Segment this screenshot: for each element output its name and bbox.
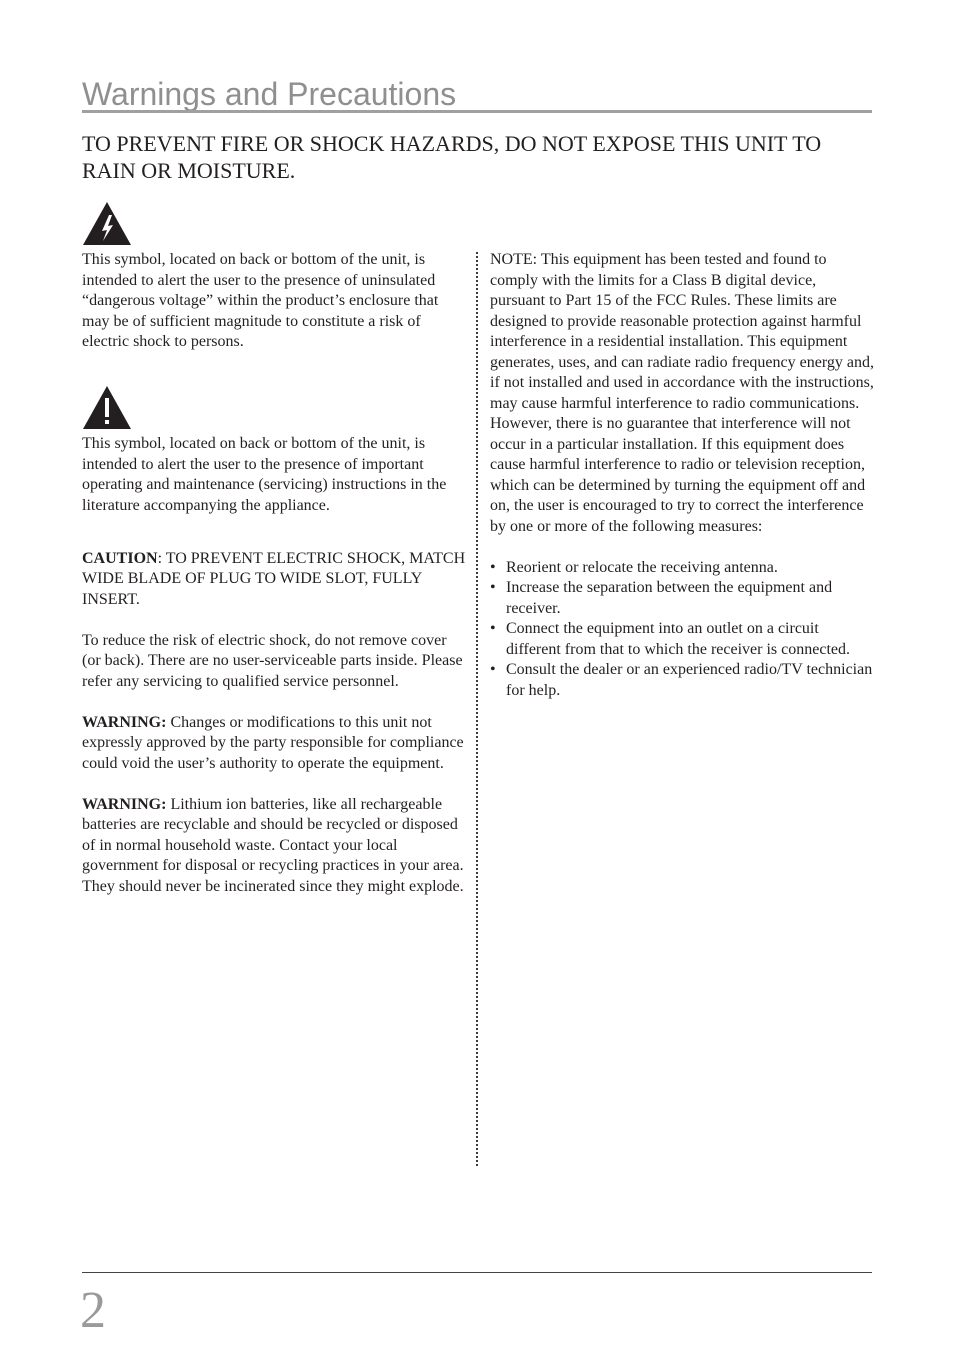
warning-label: WARNING: (82, 795, 167, 813)
caution-text: : TO PREVENT ELECTRIC SHOCK, MATCH WIDE BLADE OF PLUG TO WIDE SLOT, FULLY INSERT. (82, 549, 466, 608)
title-rule (82, 110, 872, 113)
warning-modifications-paragraph (82, 713, 467, 775)
fcc-note-paragraph: NOTE: This equipment has been tested and found to comply with the limits for a Class B digital device, pursuant to Part 15 of the FCC Rules. These limits are designed to provide reasonable protection against harmful interference in a residential installation. This equipment generates, uses, and can radiate radio frequency energy and, if not installed and used in accordance with the instructions, may cause harmful interference to radio communications. However, there is no guarantee that interference will not occur in a particular installation. If this equipment does cause harmful interference to radio or television reception, which can be determined by turning the equipment off and on, the user is encouraged to try to correct the interference by one or more of the following measures: (490, 251, 874, 535)
hazard-headline-line-1: TO PREVENT FIRE OR SHOCK HAZARDS, DO NOT EXPOSE THIS UNIT TO (82, 131, 822, 156)
bullet: • (490, 558, 496, 576)
lightning-triangle-icon (82, 201, 132, 246)
column-divider (476, 252, 478, 1166)
warning-batteries-paragraph (82, 795, 467, 898)
lightning-symbol-description (82, 250, 467, 353)
hazard-headline-line-2: RAIN OR MOISTURE. (82, 158, 296, 183)
right-column-body (490, 250, 875, 701)
page-title: Warnings and Precautions (82, 76, 457, 112)
warning-label: WARNING: (82, 713, 167, 731)
exclamation-symbol-text: This symbol, located on back or bottom of the unit, is intended to alert the user to the presence of important operating and maintenance (servicing) instructions in the literature accompanying the appliance. (82, 435, 447, 514)
list-item (490, 619, 875, 660)
bullet: • (490, 579, 496, 596)
warning-batteries-text: Lithium ion batteries, like all rechargeable batteries are recyclable and should be recycled or disposed of in normal household waste. Contact your local government for disposal or recycling practices in your area. They should never be incinerated since they might explode. (82, 795, 464, 895)
bullet: • (490, 661, 496, 678)
measure-text: Consult the dealer or an experienced radio/TV technician for help. (506, 661, 873, 699)
list-item (490, 578, 875, 619)
lightning-symbol-text: This symbol, located on back or bottom of the unit, is intended to alert the user to the presence of uninsulated “dangerous voltage” within the product’s enclosure that may be of sufficient magnitude to constitute a risk of electric shock to persons. (82, 251, 439, 350)
measure-text: Increase the separation between the equipment and receiver. (506, 579, 833, 617)
interference-measures-list (490, 558, 875, 702)
hazard-headline (82, 130, 882, 184)
measure-text: Reorient or relocate the receiving antenna. (506, 558, 778, 576)
footer-rule (82, 1272, 872, 1273)
caution-paragraph (82, 549, 467, 611)
list-item (490, 660, 875, 701)
list-item (490, 558, 875, 579)
measure-text: Connect the equipment into an outlet on a circuit different from that to which the receiver is connected. (506, 620, 851, 658)
page-number: 2 (80, 1282, 106, 1339)
caution-label: CAUTION (82, 549, 158, 567)
warning-modifications-text: Changes or modifications to this unit not expressly approved by the party responsible for compliance could void the user’s authority to operate the equipment. (82, 713, 464, 772)
reduce-risk-paragraph: To reduce the risk of electric shock, do not remove cover (or back). There are no user-serviceable parts inside. Please refer any servicing to qualified service personnel. (82, 631, 463, 690)
left-column-body (82, 434, 467, 897)
bullet: • (490, 620, 496, 637)
exclamation-triangle-icon (82, 385, 132, 430)
